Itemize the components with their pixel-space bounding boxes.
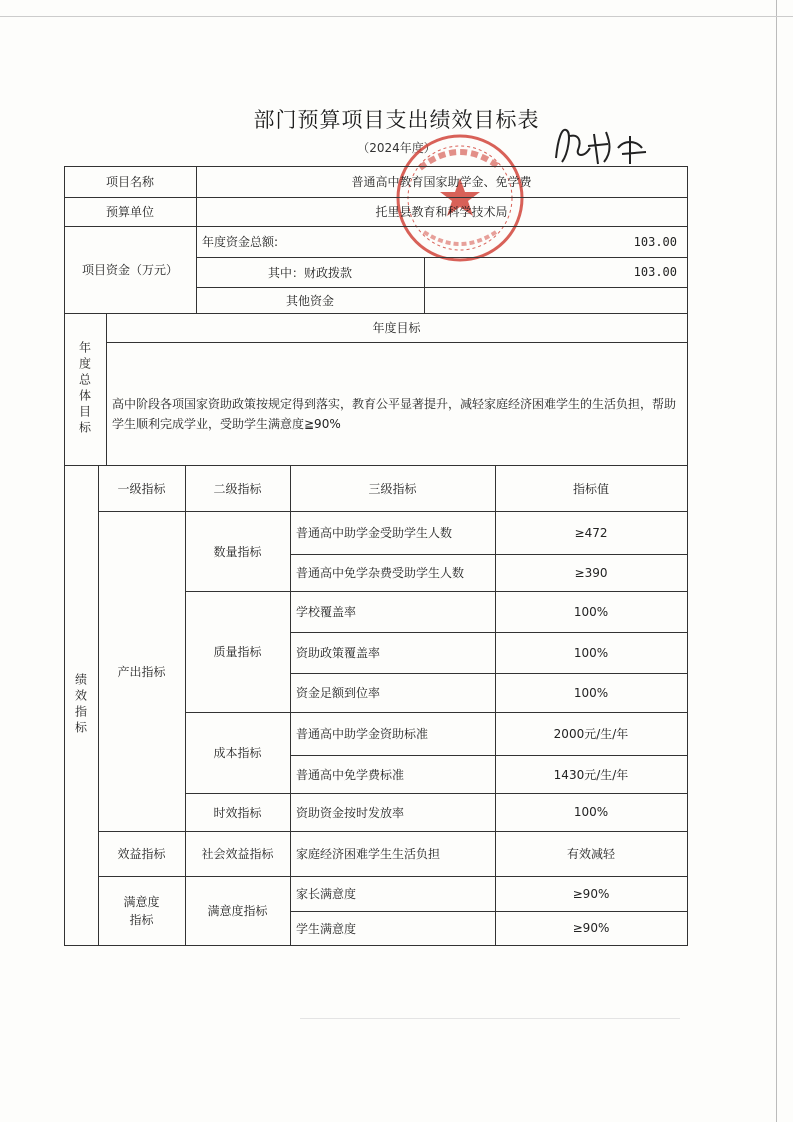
project-name-value: 普通高中教育国家助学金、免学费 <box>351 175 532 189</box>
quality-item-value: 100% <box>573 645 609 660</box>
cost-item-name: 普通高中助学金资助标准 <box>296 727 429 741</box>
col-level1-header: 一级指标 <box>117 481 166 496</box>
other-funds-label: 其他资金 <box>285 293 334 308</box>
other-funds-value <box>424 287 687 313</box>
cost-item-name: 普通高中免学费标准 <box>296 767 405 782</box>
satisfaction-indicator-label: 满意度指标 <box>123 894 160 927</box>
quantity-item-value: ≥472 <box>574 525 608 540</box>
scan-edge-mark <box>0 16 793 17</box>
scan-dot <box>300 1018 680 1019</box>
quality-indicator-label: 质量指标 <box>213 645 262 659</box>
budget-unit-value: 托里县教育和科学技术局 <box>375 205 508 219</box>
document-title: 部门预算项目支出绩效目标表 <box>253 108 540 132</box>
output-indicator-label: 产出指标 <box>117 664 166 679</box>
quantity-item-name: 普通高中免学杂费受助学生人数 <box>296 566 465 580</box>
indicators-side-label: 绩效指标 <box>73 673 88 737</box>
table-line <box>106 342 688 343</box>
col-value-header: 指标值 <box>572 481 609 496</box>
scan-edge-mark <box>776 0 777 1122</box>
col-level2-header: 二级指标 <box>213 481 262 496</box>
quality-item-name: 资助政策覆盖率 <box>296 646 381 660</box>
quality-item-value: 100% <box>573 604 609 619</box>
quality-item-value: 100% <box>573 685 609 700</box>
project-funds-label: 项目资金（万元） <box>81 263 178 277</box>
timeliness-indicator-label: 时效指标 <box>213 805 262 820</box>
fiscal-funds-value: 103.00 <box>633 265 677 279</box>
cost-item-value: 1430元/生/年 <box>553 767 629 782</box>
fiscal-funds-label: 其中：财政拨款 <box>267 265 352 280</box>
satisfaction-item-value: ≥90% <box>572 921 610 935</box>
social-benefit-label: 社会效益指标 <box>201 847 274 861</box>
annual-goal-side-label: 年度总体目标 <box>77 341 92 437</box>
table-border <box>687 166 688 946</box>
annual-total-value: 103.00 <box>633 234 677 249</box>
quantity-item-name: 普通高中助学金受助学生人数 <box>296 526 453 540</box>
satisfaction-item-name: 学生满意度 <box>296 921 357 936</box>
timeliness-item-name: 资助资金按时发放率 <box>296 805 405 820</box>
annual-goal-header: 年度目标 <box>372 321 421 335</box>
satisfaction-sub-label: 满意度指标 <box>207 904 268 918</box>
timeliness-item-value: 100% <box>573 805 609 819</box>
benefit-indicator-label: 效益指标 <box>117 847 166 861</box>
annual-goal-text: 高中阶段各项国家资助政策按规定得到落实，教育公平显著提升，减轻家庭经济困难学生的生活负担，帮助学生顺利完成学业，受助学生满意度≧90% <box>112 397 677 431</box>
cost-item-value: 2000元/生/年 <box>553 727 629 741</box>
satisfaction-item-name: 家长满意度 <box>296 887 357 901</box>
quantity-item-value: ≥390 <box>574 565 608 580</box>
budget-unit-label: 预算单位 <box>105 205 154 219</box>
table-border <box>64 945 688 946</box>
year-label: （2024年度） <box>357 141 436 155</box>
quality-item-name: 学校覆盖率 <box>296 605 357 619</box>
social-item-name: 家庭经济困难学生生活负担 <box>296 847 441 861</box>
cost-indicator-label: 成本指标 <box>213 746 262 760</box>
quantity-indicator-label: 数量指标 <box>213 544 262 559</box>
quality-item-name: 资金足额到位率 <box>296 686 381 700</box>
project-name-label: 项目名称 <box>105 175 154 189</box>
social-item-value: 有效减轻 <box>566 847 615 861</box>
col-level3-header: 三级指标 <box>368 481 417 496</box>
satisfaction-item-value: ≥90% <box>572 886 610 901</box>
annual-total-label: 年度资金总额: <box>202 235 279 249</box>
